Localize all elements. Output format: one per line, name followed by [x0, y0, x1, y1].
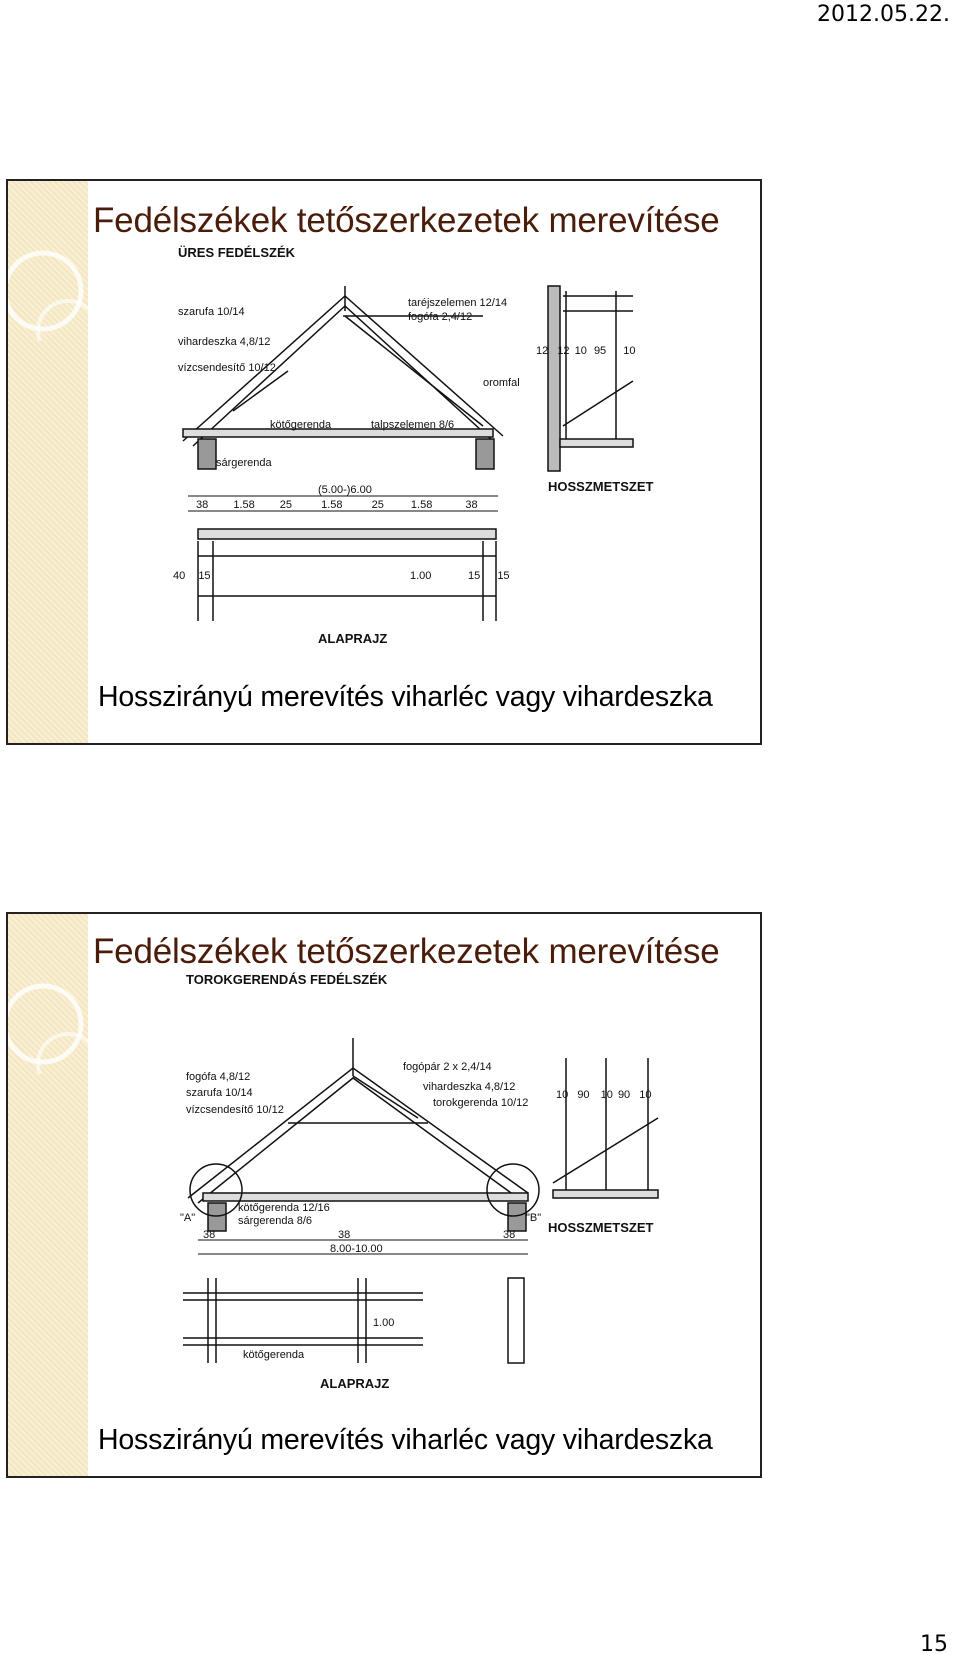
dim-right: 38: [503, 1229, 516, 1241]
label-fogopar: fogópár 2 x 2,4/14: [403, 1061, 492, 1073]
label-vihardeszka: vihardeszka 4,8/12: [423, 1081, 516, 1093]
slide-date: 2012.05.22.: [817, 2, 950, 27]
label-hosszmetszet: HOSSZMETSZET: [548, 479, 654, 494]
slide-title: Fedélszékek tetőszerkezetek merevítése: [93, 201, 720, 240]
slide-title: Fedélszékek tetőszerkezetek merevítése: [93, 932, 720, 971]
roof-truss-drawing-empty: [88, 241, 748, 661]
section-dims: 10 90 10 90 10: [556, 1089, 652, 1101]
label-vizcsendesito: vízcsendesítő 10/12: [178, 362, 276, 374]
drawing-heading: ÜRES FEDÉLSZÉK: [178, 245, 296, 260]
label-tarejszelemen: taréjszelemen 12/14: [408, 297, 508, 309]
decorative-circles: [8, 181, 98, 341]
slide-caption: Hosszirányú merevítés viharléc vagy vihardeszka: [98, 1424, 713, 1456]
label-kotogerenda-plan: kötőgerenda: [243, 1349, 305, 1361]
label-hosszmetszet: HOSSZMETSZET: [548, 1220, 654, 1235]
dim-mid: 38: [338, 1229, 351, 1241]
label-torokgerenda: torokgerenda 10/12: [433, 1097, 529, 1109]
drawing-heading: TOROKGERENDÁS FEDÉLSZÉK: [186, 972, 388, 987]
plan-dims-right: 15 15: [468, 570, 510, 582]
roof-truss-drawing-collar: [88, 968, 748, 1408]
slide-caption: Hosszirányú merevítés viharléc vagy vihardeszka: [98, 681, 713, 713]
plan-dims-left: 40 15: [173, 570, 211, 582]
label-vihardeszka: vihardeszka 4,8/12: [178, 336, 271, 348]
page-number: 15: [920, 1632, 948, 1657]
label-alaprajz: ALAPRAJZ: [320, 1376, 390, 1391]
drawing-labels-left: [178, 297, 520, 469]
longitudinal-section: [548, 286, 633, 471]
decorative-circles: [8, 914, 98, 1074]
floor-plan: [198, 529, 496, 621]
slide-1: [6, 179, 762, 745]
longitudinal-section: [553, 1058, 658, 1198]
plan-dimensions: 38 1.58 25 1.58 25 1.58 38: [196, 499, 478, 511]
plan-dim-height: 1.00: [410, 570, 432, 582]
floor-plan: [183, 1278, 524, 1363]
label-szarufa: szarufa 10/14: [178, 306, 245, 318]
label-point-a: "A": [180, 1212, 196, 1224]
slide-2: [6, 912, 762, 1478]
label-oromfal: oromfal: [483, 377, 520, 389]
section-dims: 12 12 10 95 10: [536, 345, 636, 357]
dim-left: 38: [203, 1229, 216, 1241]
label-fogofa: fogófa 4,8/12: [186, 1071, 251, 1083]
label-talpszelemen: talpszelemen 8/6: [371, 419, 455, 431]
label-fogofa: fogófa 2,4/12: [408, 311, 473, 323]
label-vizcsendesito: vízcsendesítő 10/12: [186, 1104, 284, 1116]
label-sargerenda: sárgerenda: [216, 457, 272, 469]
label-sargerenda: sárgerenda 8/6: [238, 1215, 312, 1227]
label-kotogerenda: kötőgerenda: [270, 419, 332, 431]
label-szarufa: szarufa 10/14: [186, 1087, 253, 1099]
label-span: (5.00-)6.00: [318, 484, 372, 496]
plan-dim: 1.00: [373, 1317, 395, 1329]
label-alaprajz: ALAPRAJZ: [318, 631, 388, 646]
label-kotogerenda: kötőgerenda 12/16: [238, 1202, 330, 1214]
label-point-b: "B": [526, 1212, 542, 1224]
label-span: 8.00-10.00: [330, 1243, 383, 1255]
